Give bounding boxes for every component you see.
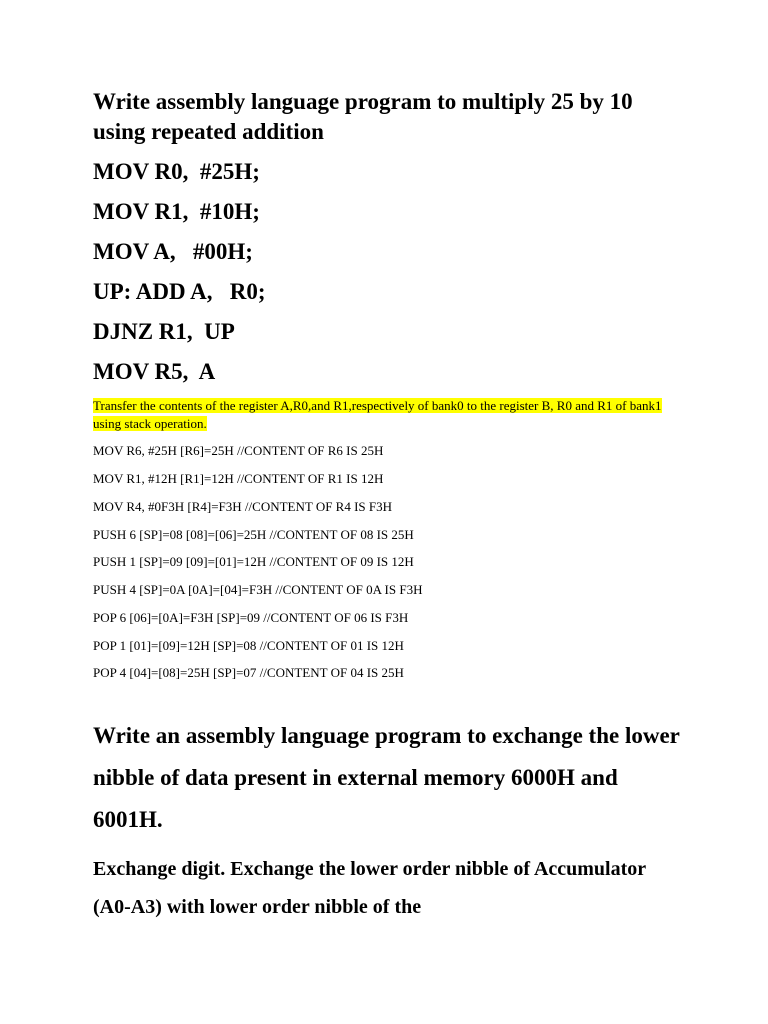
code-line: POP 6 [06]=[0A]=F3H [SP]=09 //CONTENT OF 06 IS F3H <box>93 610 409 625</box>
code-line: MOV R4, #0F3H [R4]=F3H //CONTENT OF R4 IS F3H <box>93 499 393 514</box>
code-line: POP 4 [04]=[08]=25H [SP]=07 //CONTENT OF 04 IS 25H <box>93 665 404 680</box>
code-line: MOV R6, #25H [R6]=25H //CONTENT OF R6 IS 25H <box>93 443 384 458</box>
code-line: PUSH 4 [SP]=0A [0A]=[04]=F3H //CONTENT OF 0A IS F3H <box>93 582 423 597</box>
code-line: MOV R1, #10H; <box>93 199 260 224</box>
highlighted-instruction <box>93 397 673 433</box>
code-line: PUSH 6 [SP]=08 [08]=[06]=25H //CONTENT OF 08 IS 25H <box>93 527 414 542</box>
code-line: POP 1 [01]=[09]=12H [SP]=08 //CONTENT OF 01 IS 12H <box>93 638 404 653</box>
code-line: MOV R0, #25H; <box>93 159 260 184</box>
section3-subtitle: Exchange digit. Exchange the lower order nibble of Accumulator (A0-A3) with lower order nibble of the <box>93 858 646 918</box>
code-line: UP: ADD A, R0; <box>93 279 266 304</box>
code-line: DJNZ R1, UP <box>93 319 235 344</box>
code-line: MOV A, #00H; <box>93 239 253 264</box>
highlight-text: Transfer the contents of the register A,R0,and R1,respectively of bank0 to the register B, R0 and R1 of bank1 using stack operation. <box>93 398 662 431</box>
code-line: MOV R1, #12H [R1]=12H //CONTENT OF R1 IS 12H <box>93 471 384 486</box>
section1-title: Write assembly language program to multiply 25 by 10 using repeated addition <box>93 89 633 144</box>
code-line: PUSH 1 [SP]=09 [09]=[01]=12H //CONTENT OF 09 IS 12H <box>93 554 414 569</box>
code-line: MOV R5, A <box>93 359 216 384</box>
section3-title: Write an assembly language program to exchange the lower nibble of data present in external memory 6000H and 6001H. <box>93 723 680 832</box>
